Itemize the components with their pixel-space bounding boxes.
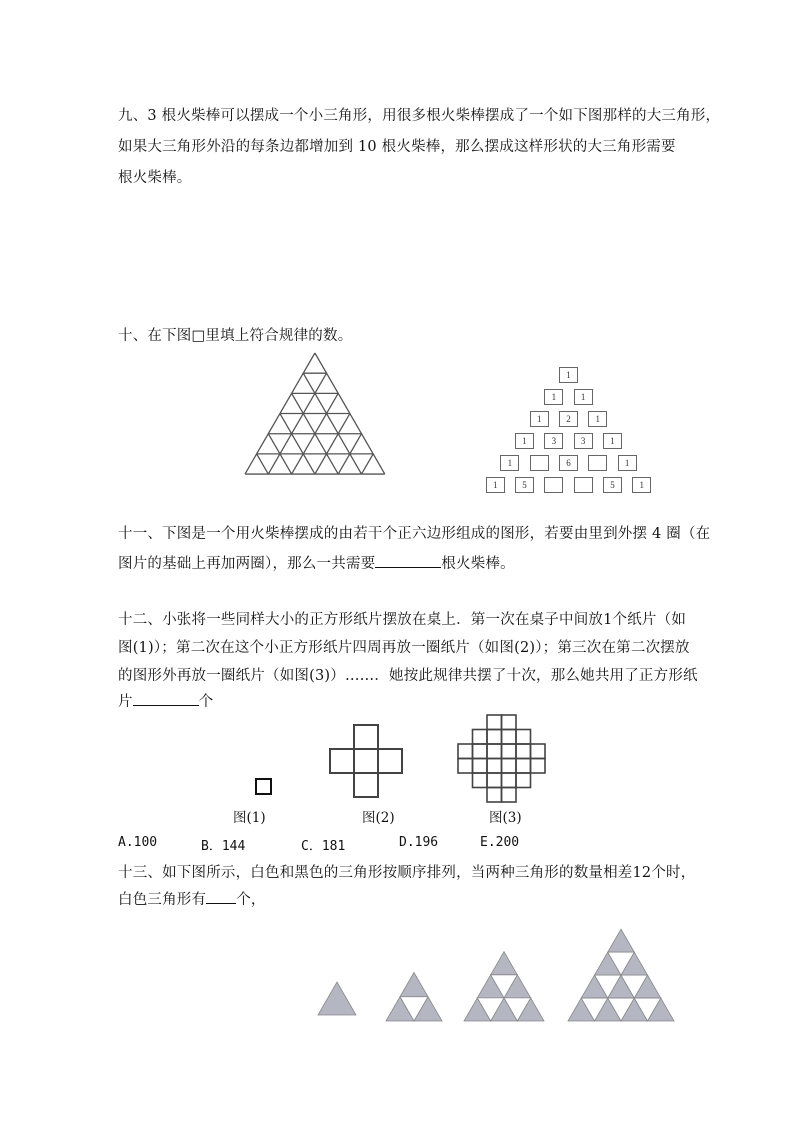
number-box: 1 bbox=[530, 411, 549, 427]
q11-line2-text: 图片的基础上再加两圈），那么一共需要 bbox=[118, 556, 376, 572]
q13-line2-text: 白色三角形有 bbox=[118, 892, 207, 908]
q10-text: 十、在下图□里填上符合规律的数。 bbox=[118, 328, 353, 344]
q9-line1: 九、3 根火柴棒可以摆成一个小三角形，用很多根火柴棒摆成了一个如下图那样的大三角形， bbox=[118, 108, 721, 124]
number-box: 1 bbox=[515, 433, 534, 449]
q9-line3: 根火柴棒。 bbox=[118, 170, 192, 186]
q11-line2-end: 根火柴棒。 bbox=[441, 556, 515, 572]
figure-1-caption: 图(1) bbox=[233, 810, 266, 826]
option-c[interactable]: C．181 bbox=[301, 839, 346, 854]
square-figure-1 bbox=[255, 778, 273, 796]
number-box: 1 bbox=[500, 455, 519, 471]
square-figure-3 bbox=[456, 713, 546, 803]
q12-line2: 图(1)）；第二次在这个小正方形纸片四周再放一圈纸片（如图(2)）；第三次在第二次摆放 bbox=[118, 640, 690, 656]
option-e[interactable]: E.200 bbox=[480, 835, 520, 850]
q12-line1: 十二、小张将一些同样大小的正方形纸片摆放在桌上．第一次在桌子中间放1个纸片（如 bbox=[118, 612, 687, 628]
figure-2-caption: 图(2) bbox=[362, 810, 395, 826]
q12-line4-text: 片 bbox=[118, 694, 133, 710]
q13-answer-blank[interactable] bbox=[206, 903, 236, 904]
number-box: 1 bbox=[544, 389, 563, 405]
q11-line2 bbox=[118, 552, 515, 573]
number-box: 6 bbox=[559, 455, 578, 471]
number-box: 5 bbox=[603, 477, 622, 493]
option-a[interactable]: A.100 bbox=[118, 835, 158, 850]
q11-line1: 十一、下图是一个用火柴棒摆成的由若干个正六边形组成的图形，若要由里到外摆 4 圈（在 bbox=[118, 526, 711, 542]
number-box: 1 bbox=[588, 411, 607, 427]
q13-line2-end: 个， bbox=[236, 892, 266, 908]
q12-answer-blank[interactable] bbox=[133, 705, 199, 706]
q9-line2: 如果大三角形外沿的每条边都增加到 10 根火柴棒，那么摆成这样形状的大三角形需要 bbox=[118, 139, 676, 155]
number-box: 1 bbox=[632, 477, 651, 493]
number-box: 1 bbox=[574, 389, 593, 405]
number-box: 1 bbox=[486, 477, 505, 493]
empty-number-box[interactable] bbox=[588, 455, 607, 471]
figure-3-caption: 图(3) bbox=[489, 810, 522, 826]
q12-line4-end: 个 bbox=[198, 694, 214, 710]
number-box: 2 bbox=[559, 411, 578, 427]
q12-line4 bbox=[118, 690, 213, 711]
number-box: 1 bbox=[603, 433, 622, 449]
option-d[interactable]: D.196 bbox=[399, 835, 439, 850]
number-box: 1 bbox=[618, 455, 637, 471]
number-box: 3 bbox=[574, 433, 593, 449]
q12-line3: 的图形外再放一圈纸片（如图(3)）……．她按此规律共摆了十次，那么她共用了正方形纸 bbox=[118, 668, 698, 684]
number-box: 3 bbox=[544, 433, 563, 449]
empty-number-box[interactable] bbox=[530, 455, 549, 471]
number-box: 1 bbox=[559, 367, 578, 383]
empty-number-box[interactable] bbox=[544, 477, 563, 493]
square-figure-2 bbox=[328, 723, 408, 803]
q11-answer-blank[interactable] bbox=[375, 567, 441, 568]
q13-line2 bbox=[118, 888, 266, 909]
q13-line1: 十三、如下图所示，白色和黑色的三角形按顺序排列，当两种三角形的数量相差12个时， bbox=[118, 865, 696, 881]
number-box: 5 bbox=[515, 477, 534, 493]
triangle-sequence-figure bbox=[310, 905, 680, 1025]
option-b[interactable]: B．144 bbox=[201, 839, 246, 854]
empty-number-box[interactable] bbox=[574, 477, 593, 493]
